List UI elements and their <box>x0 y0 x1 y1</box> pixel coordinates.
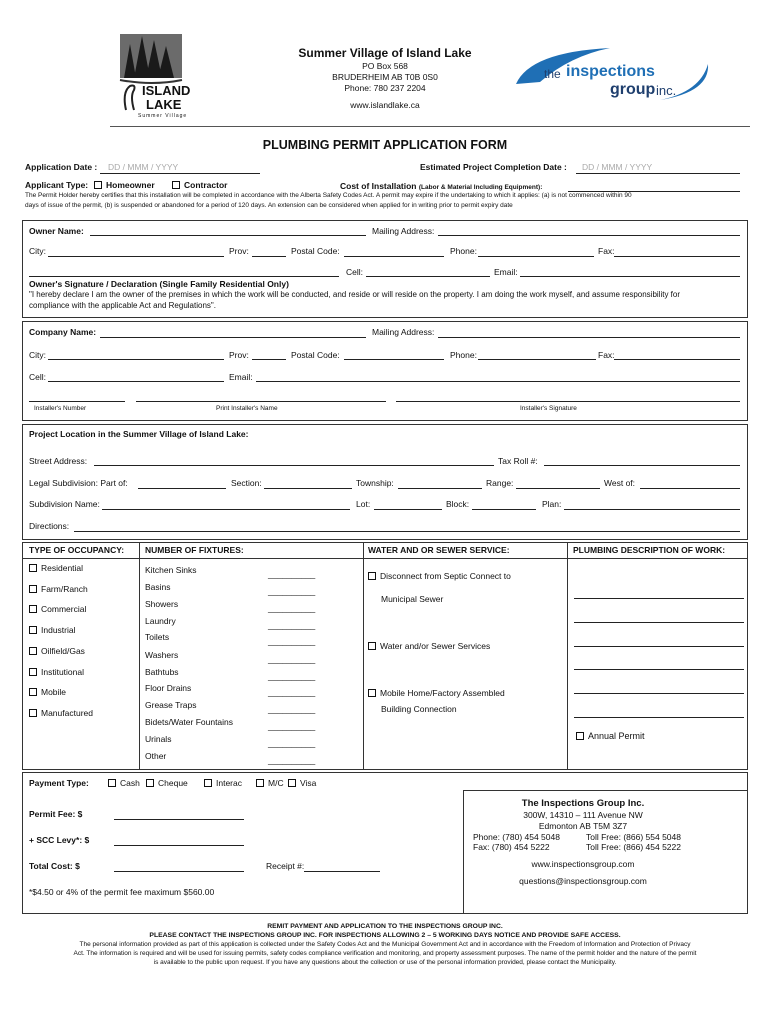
township-label: Township: <box>356 478 394 488</box>
legal-subdivision-label: Legal Subdivision: Part of: <box>29 478 128 488</box>
owner-email-label: Email: <box>494 267 518 277</box>
fixture-count-input[interactable]: __________ <box>268 755 316 765</box>
fixture-laundry: Laundry <box>145 616 176 626</box>
total-cost-input[interactable] <box>114 871 244 872</box>
occupancy-industrial-checkbox[interactable]: Industrial <box>29 626 76 635</box>
owner-extra-input[interactable] <box>29 276 339 277</box>
company-prov-label: Prov: <box>229 350 249 360</box>
occupancy-farm-checkbox[interactable]: Farm/Ranch <box>29 585 88 594</box>
tig-address-2: Edmonton AB T5M 3Z7 <box>538 821 628 831</box>
tig-website[interactable]: www.inspectionsgroup.com <box>531 859 635 869</box>
plumbing-desc-line[interactable] <box>574 693 744 694</box>
certify-text-1: The Permit Holder hereby certifies that this installation will be completed in accordance with the Alberta Safety Codes Act. A permit may expire if the undertaking to which it applies: (a) is not commenced within 90 <box>25 192 632 199</box>
fixture-count-input[interactable]: __________ <box>268 687 316 697</box>
owner-fax-label: Fax: <box>598 246 615 256</box>
tax-roll-input[interactable] <box>544 465 740 466</box>
cheque-checkbox[interactable]: Cheque <box>146 779 188 788</box>
section-input[interactable] <box>264 488 352 489</box>
logo-lake-text: LAKE <box>146 97 182 112</box>
municipal-sewer-text: Municipal Sewer <box>381 594 444 604</box>
permit-fee-input[interactable] <box>114 819 244 820</box>
annual-permit-checkbox[interactable]: Annual Permit <box>576 732 645 741</box>
privacy-notice-1: The personal information provided as part of this application is collected under the Safety Codes Act and the Municipal Government Act and in accordance with the Freedom of Information and Protection of Privacy <box>79 941 691 948</box>
owner-postal-label: Postal Code: <box>291 246 340 256</box>
occupancy-oilfield-checkbox[interactable]: Oilfield/Gas <box>29 647 85 656</box>
occupancy-title: TYPE OF OCCUPANCY: <box>29 545 125 555</box>
fixtures-title: NUMBER OF FIXTURES: <box>145 545 244 555</box>
lot-input[interactable] <box>374 509 442 510</box>
company-postal-input[interactable] <box>344 359 444 360</box>
fixture-urinals: Urinals <box>145 734 172 744</box>
water-sewer-services-checkbox[interactable]: Water and/or Sewer Services <box>368 642 490 651</box>
fixture-count-input[interactable]: __________ <box>268 721 316 731</box>
scc-levy-input[interactable] <box>114 845 244 846</box>
directions-input[interactable] <box>74 531 740 532</box>
logo-inspections-text: inspections <box>566 63 655 80</box>
receipt-label: Receipt #: <box>266 861 305 871</box>
owner-signature-text-1: "I hereby declare I am the owner of the premises in which the work will be conducted, and reside or will reside on the property. I am doing the work myself, and assume responsibility for <box>29 290 681 299</box>
header-rule <box>110 126 750 127</box>
company-cell-input[interactable] <box>48 381 224 382</box>
company-email-input[interactable] <box>256 381 740 382</box>
company-name-input[interactable] <box>100 337 366 338</box>
installer-print-name-input[interactable] <box>136 401 386 402</box>
cost-label: Cost of Installation (Labor & Material Including Equipment): <box>340 181 543 191</box>
range-label: Range: <box>486 478 514 488</box>
scc-footnote: *$4.50 or 4% of the permit fee maximum $560.00 <box>29 887 215 897</box>
fixture-bidets: Bidets/Water Fountains <box>145 717 234 727</box>
form-title: PLUMBING PERMIT APPLICATION FORM <box>262 138 508 152</box>
occupancy-manufactured-checkbox[interactable]: Manufactured <box>29 709 93 718</box>
installer-signature-input[interactable] <box>396 401 740 402</box>
applicant-type-label: Applicant Type: <box>25 180 89 190</box>
company-city-input[interactable] <box>48 359 224 360</box>
org-website: www.islandlake.ca <box>350 100 420 110</box>
block-input[interactable] <box>472 509 536 510</box>
privacy-notice-2: Act. The information is required and will be used for issuing permits, safety codes compliance verification and monitoring, and property assessment purposes. The name of the permit holder and the nature of the permit <box>73 950 697 957</box>
owner-phone-label: Phone: <box>450 246 477 256</box>
tig-tollfree-phone: Toll Free: (866) 554 5048 <box>586 832 681 842</box>
street-address-label: Street Address: <box>29 456 88 466</box>
fixture-grease-traps: Grease Traps <box>145 700 197 710</box>
tig-name: The Inspections Group Inc. <box>521 798 645 809</box>
island-lake-logo <box>112 30 192 122</box>
occupancy-mobile-checkbox[interactable]: Mobile <box>29 688 66 697</box>
occupancy-residential-checkbox[interactable]: Residential <box>29 564 83 573</box>
receipt-input[interactable] <box>304 871 380 872</box>
west-of-label: West of: <box>604 478 636 488</box>
plan-input[interactable] <box>564 509 740 510</box>
owner-signature-text-2: compliance with the applicable Act and Regulations". <box>29 301 216 310</box>
fixture-count-input[interactable]: __________ <box>268 569 316 579</box>
fixture-count-input[interactable]: __________ <box>268 704 316 714</box>
company-phone-input[interactable] <box>478 359 596 360</box>
directions-label: Directions: <box>29 521 70 531</box>
remit-notice: REMIT PAYMENT AND APPLICATION TO THE INSPECTIONS GROUP INC. <box>267 923 503 930</box>
tig-tollfree-fax: Toll Free: (866) 454 5222 <box>586 842 681 852</box>
part-of-input[interactable] <box>138 488 226 489</box>
interac-checkbox[interactable]: Interac <box>204 779 242 788</box>
fixture-floor-drains: Floor Drains <box>145 683 192 693</box>
owner-email-input[interactable] <box>520 276 740 277</box>
owner-fax-input[interactable] <box>614 256 740 257</box>
plumbing-desc-line[interactable] <box>574 717 744 718</box>
section-label: Section: <box>231 478 262 488</box>
tig-phone: Phone: (780) 454 5048 <box>473 832 560 842</box>
owner-prov-label: Prov: <box>229 246 249 256</box>
fixture-washers: Washers <box>145 650 179 660</box>
plumbing-desc-line[interactable] <box>574 669 744 670</box>
lot-label: Lot: <box>356 499 371 509</box>
company-prov-input[interactable] <box>252 359 286 360</box>
owner-cell-input[interactable] <box>366 276 490 277</box>
owner-city-label: City: <box>29 246 46 256</box>
township-input[interactable] <box>398 488 482 489</box>
company-name-label: Company Name: <box>29 327 97 337</box>
water-sewer-title: WATER AND OR SEWER SERVICE: <box>368 545 510 555</box>
application-date-input[interactable]: DD / MMM / YYYY <box>108 162 179 172</box>
tig-address-1: 300W, 14310 – 111 Avenue NW <box>523 810 643 820</box>
plan-label: Plan: <box>542 499 562 509</box>
logo-the-text: the <box>544 67 561 81</box>
fixture-count-input[interactable]: __________ <box>268 654 316 664</box>
fixture-bathtubs: Bathtubs <box>145 667 179 677</box>
visa-checkbox[interactable]: Visa <box>288 779 316 788</box>
disconnect-septic-checkbox[interactable]: Disconnect from Septic Connect to <box>368 572 511 581</box>
certify-text-2: days of issue of the permit, (b) is suspended or abandoned for a period of 120 days. An extension can be considered when applied for in writing prior to permit expiry date <box>25 202 513 209</box>
plumbing-desc-title: PLUMBING DESCRIPTION OF WORK: <box>573 545 726 555</box>
mobile-home-checkbox[interactable]: Mobile Home/Factory Assembled <box>368 689 505 698</box>
company-mailing-label: Mailing Address: <box>372 327 435 337</box>
installer-signature-label: Installer's Signature <box>520 405 577 412</box>
occupancy-institutional-checkbox[interactable]: Institutional <box>29 668 84 677</box>
plumbing-desc-line[interactable] <box>574 598 744 599</box>
occupancy-commercial-checkbox[interactable]: Commercial <box>29 605 86 614</box>
completion-date-input[interactable]: DD / MMM / YYYY <box>582 162 653 172</box>
plumbing-desc-line[interactable] <box>574 622 744 623</box>
subdivision-name-input[interactable] <box>102 509 350 510</box>
owner-city-input[interactable] <box>48 256 224 257</box>
scc-levy-label: + SCC Levy*: $ <box>29 835 90 845</box>
fixture-showers: Showers <box>145 599 179 609</box>
tax-roll-label: Tax Roll #: <box>498 456 538 466</box>
fixture-count-input[interactable]: __________ <box>268 620 316 630</box>
fixture-count-input[interactable]: __________ <box>268 671 316 681</box>
owner-cell-label: Cell: <box>346 267 364 277</box>
owner-signature-title: Owner's Signature / Declaration (Single Family Residential Only) <box>29 279 289 289</box>
company-email-label: Email: <box>229 372 253 382</box>
fixture-count-input[interactable]: __________ <box>268 603 316 613</box>
building-connection-text: Building Connection <box>381 704 457 714</box>
company-city-label: City: <box>29 350 46 360</box>
owner-mailing-label: Mailing Address: <box>372 226 435 236</box>
payment-type-label: Payment Type: <box>29 778 89 788</box>
inspection-notice: PLEASE CONTACT THE INSPECTIONS GROUP INC. FOR INSPECTIONS ALLOWING 2 – 5 WORKING DAYS NOTICE AND PROVIDE SAFE ACCESS. <box>149 932 621 939</box>
tig-fax: Fax: (780) 454 5222 <box>473 842 550 852</box>
owner-prov-input[interactable] <box>252 256 286 257</box>
company-mailing-input[interactable] <box>438 337 740 338</box>
installer-number-input[interactable] <box>29 401 125 402</box>
org-name: Summer Village of Island Lake <box>298 46 472 60</box>
plumbing-desc-line[interactable] <box>574 646 744 647</box>
permit-fee-label: Permit Fee: $ <box>29 809 83 819</box>
fixture-basins: Basins <box>145 582 171 592</box>
street-address-input[interactable] <box>94 465 494 466</box>
owner-name-input[interactable] <box>90 235 366 236</box>
owner-postal-input[interactable] <box>344 256 444 257</box>
logo-group-text: group <box>610 81 656 98</box>
fixture-count-input[interactable]: __________ <box>268 738 316 748</box>
fixture-count-input[interactable]: __________ <box>268 586 316 596</box>
privacy-notice-3: is available to the public upon request. If you have any questions about the collection or use of the personal information provided, please contact the Municipality. <box>153 959 617 966</box>
location-title: Project Location in the Summer Village of Island Lake: <box>29 429 249 439</box>
installer-print-name-label: Print Installer's Name <box>216 405 278 412</box>
inspections-group-logo <box>510 42 710 112</box>
fixture-kitchen-sinks: Kitchen Sinks <box>145 565 197 575</box>
mc-checkbox[interactable]: M/C <box>256 779 284 788</box>
range-input[interactable] <box>516 488 600 489</box>
fixture-toilets: Toilets <box>145 632 170 642</box>
block-label: Block: <box>446 499 470 509</box>
fixture-other: Other <box>145 751 167 761</box>
logo-sub-text: Summer Village <box>138 113 188 119</box>
logo-island-text: ISLAND <box>142 83 191 98</box>
org-phone: Phone: 780 237 2204 <box>344 83 426 93</box>
cash-checkbox[interactable]: Cash <box>108 779 140 788</box>
org-address: BRUDERHEIM AB T0B 0S0 <box>332 72 438 82</box>
company-cell-label: Cell: <box>29 372 47 382</box>
owner-phone-input[interactable] <box>478 256 594 257</box>
contractor-checkbox[interactable]: Contractor <box>172 181 227 190</box>
fixture-count-input[interactable]: __________ <box>268 636 316 646</box>
application-date-label: Application Date : <box>25 162 98 172</box>
logo-inc-text: inc. <box>656 83 677 98</box>
company-postal-label: Postal Code: <box>291 350 340 360</box>
company-fax-label: Fax: <box>598 350 615 360</box>
installer-number-label: Installer's Number <box>34 405 87 412</box>
po-box: PO Box 568 <box>362 61 408 71</box>
company-phone-label: Phone: <box>450 350 477 360</box>
total-cost-label: Total Cost: $ <box>29 861 80 871</box>
subdivision-name-label: Subdivision Name: <box>29 499 100 509</box>
company-fax-input[interactable] <box>614 359 740 360</box>
tig-email[interactable]: questions@inspectionsgroup.com <box>519 876 647 886</box>
homeowner-checkbox[interactable]: Homeowner <box>94 181 155 190</box>
owner-mailing-input[interactable] <box>438 235 740 236</box>
owner-name-label: Owner Name: <box>29 226 84 236</box>
west-of-input[interactable] <box>640 488 740 489</box>
completion-date-label: Estimated Project Completion Date : <box>420 162 567 172</box>
